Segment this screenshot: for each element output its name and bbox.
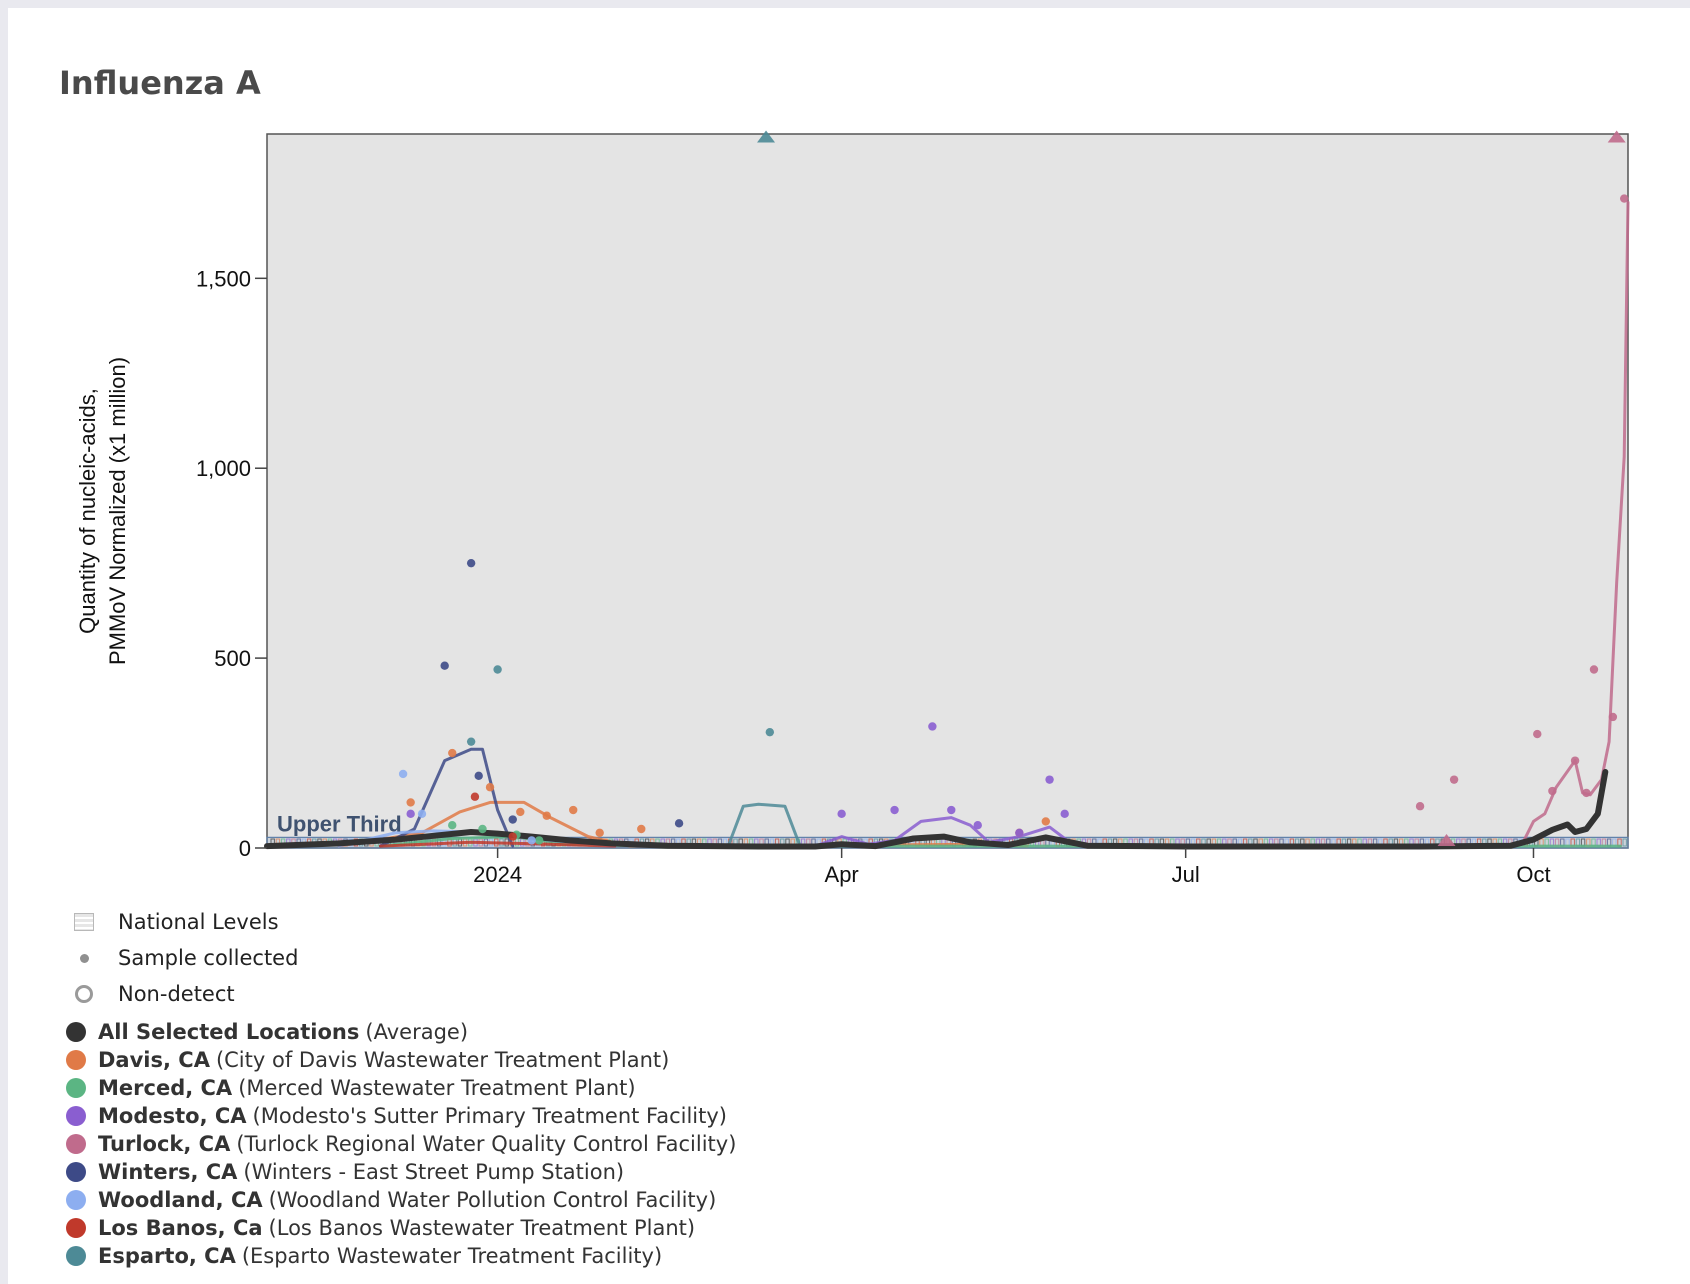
- series-color-icon: [66, 1078, 86, 1098]
- x-tick-label: Jul: [1171, 862, 1200, 887]
- sample-point: [766, 728, 774, 736]
- series-color-icon: [66, 1190, 86, 1210]
- sample-point: [478, 825, 486, 833]
- x-tick-label: Apr: [824, 862, 859, 887]
- series-name: Modesto, CA: [98, 1104, 247, 1128]
- legend-item-woodland-ca[interactable]: [66, 1186, 736, 1214]
- sample-point: [974, 821, 982, 829]
- series-color-icon: [66, 1106, 86, 1126]
- x-tick-label: Oct: [1516, 862, 1551, 887]
- sample-point: [947, 806, 955, 814]
- sample-point: [1590, 665, 1598, 673]
- series-name: Davis, CA: [98, 1048, 210, 1072]
- sample-point: [1609, 713, 1617, 721]
- legend-item-los-banos-ca[interactable]: [66, 1214, 736, 1242]
- series-color-icon: [66, 1162, 86, 1182]
- sample-point: [595, 829, 603, 837]
- legend-non-detect: [70, 976, 298, 1012]
- sample-point: [1015, 829, 1023, 837]
- sample-point: [637, 825, 645, 833]
- sample-point: [467, 737, 475, 745]
- legend-key: [70, 904, 298, 1012]
- series-name: All Selected Locations: [98, 1020, 360, 1044]
- sample-point: [509, 832, 517, 840]
- series-facility: (Esparto Wastewater Treatment Facility): [241, 1244, 663, 1268]
- sample-point: [1571, 756, 1579, 764]
- sample-point: [1042, 817, 1050, 825]
- sample-point: [1450, 775, 1458, 783]
- sample-point: [543, 812, 551, 820]
- series-facility: (Average): [365, 1020, 469, 1044]
- sample-point: [448, 821, 456, 829]
- sample-point: [1045, 775, 1053, 783]
- y-tick-label: 1,000: [195, 456, 251, 482]
- y-axis-label-line1: Quantity of nucleic-acids,: [75, 388, 100, 634]
- sample-point: [928, 722, 936, 730]
- sample-point: [1548, 787, 1556, 795]
- sample-point: [675, 819, 683, 827]
- series-facility: (Los Banos Wastewater Treatment Plant): [268, 1216, 696, 1240]
- sample-point: [475, 772, 483, 780]
- series-facility: (Turlock Regional Water Quality Control Facility): [236, 1132, 737, 1156]
- legend-label: Sample collected: [118, 946, 299, 970]
- sample-dot-icon: [80, 954, 89, 963]
- series-name: Merced, CA: [98, 1076, 233, 1100]
- sample-point: [509, 815, 517, 823]
- sample-point: [493, 665, 501, 673]
- legend-item-esparto-ca[interactable]: [66, 1242, 736, 1270]
- sample-point: [1533, 730, 1541, 738]
- legend-item-merced-ca[interactable]: [66, 1074, 736, 1102]
- sample-point: [837, 810, 845, 818]
- series-name: Turlock, CA: [98, 1132, 231, 1156]
- series-legend: [66, 1018, 736, 1270]
- sample-point: [440, 662, 448, 670]
- series-name: Los Banos, Ca: [98, 1216, 263, 1240]
- upper-third-label: Upper Third: [277, 811, 402, 837]
- series-name: Woodland, CA: [98, 1188, 263, 1212]
- series-name: Esparto, CA: [98, 1244, 236, 1268]
- sample-point: [535, 836, 543, 844]
- sample-point: [471, 793, 479, 801]
- sample-point: [1582, 789, 1590, 797]
- legend-sample-collected: [70, 940, 298, 976]
- y-tick-label: 500: [214, 646, 251, 672]
- sample-point: [1416, 802, 1424, 810]
- non-detect-ring-icon: [75, 985, 93, 1003]
- legend-item-winters-ca[interactable]: [66, 1158, 736, 1186]
- sample-point: [890, 806, 898, 814]
- legend-label: Non-detect: [118, 982, 235, 1006]
- national-levels-icon: [74, 913, 94, 931]
- y-tick-label: 1,500: [195, 266, 251, 292]
- y-axis-label-line2: PMMoV Normalized (x1 million): [105, 356, 130, 666]
- legend-item-modesto-ca[interactable]: [66, 1102, 736, 1130]
- legend-item-turlock-ca[interactable]: [66, 1130, 736, 1158]
- sample-point: [516, 808, 524, 816]
- legend-item-davis-ca[interactable]: [66, 1046, 736, 1074]
- series-color-icon: [66, 1246, 86, 1266]
- series-name: Winters, CA: [98, 1160, 238, 1184]
- sample-point: [467, 559, 475, 567]
- series-facility: (Woodland Water Pollution Control Facility): [268, 1188, 717, 1212]
- sample-point: [1060, 810, 1068, 818]
- sample-point: [399, 770, 407, 778]
- series-color-icon: [66, 1218, 86, 1238]
- series-color-icon: [66, 1022, 86, 1042]
- legend-national-levels[interactable]: [70, 904, 298, 940]
- sample-point: [418, 810, 426, 818]
- series-color-icon: [66, 1050, 86, 1070]
- sample-point: [406, 798, 414, 806]
- series-color-icon: [66, 1134, 86, 1154]
- series-facility: (Winters - East Street Pump Station): [243, 1160, 625, 1184]
- sample-point: [406, 810, 414, 818]
- sample-point: [527, 836, 535, 844]
- series-facility: (Modesto's Sutter Primary Treatment Facility): [252, 1104, 727, 1128]
- series-facility: (City of Davis Wastewater Treatment Plant): [215, 1048, 670, 1072]
- sample-point: [1620, 194, 1628, 202]
- chart-title: Influenza A: [59, 64, 261, 102]
- legend-label: National Levels: [118, 910, 279, 934]
- sample-point: [486, 783, 494, 791]
- series-facility: (Merced Wastewater Treatment Plant): [238, 1076, 636, 1100]
- y-tick-label: 0: [238, 836, 251, 861]
- x-tick-label: 2024: [473, 862, 523, 887]
- sample-point: [569, 806, 577, 814]
- legend-item-all-selected-locations[interactable]: [66, 1018, 736, 1046]
- sample-point: [448, 749, 456, 757]
